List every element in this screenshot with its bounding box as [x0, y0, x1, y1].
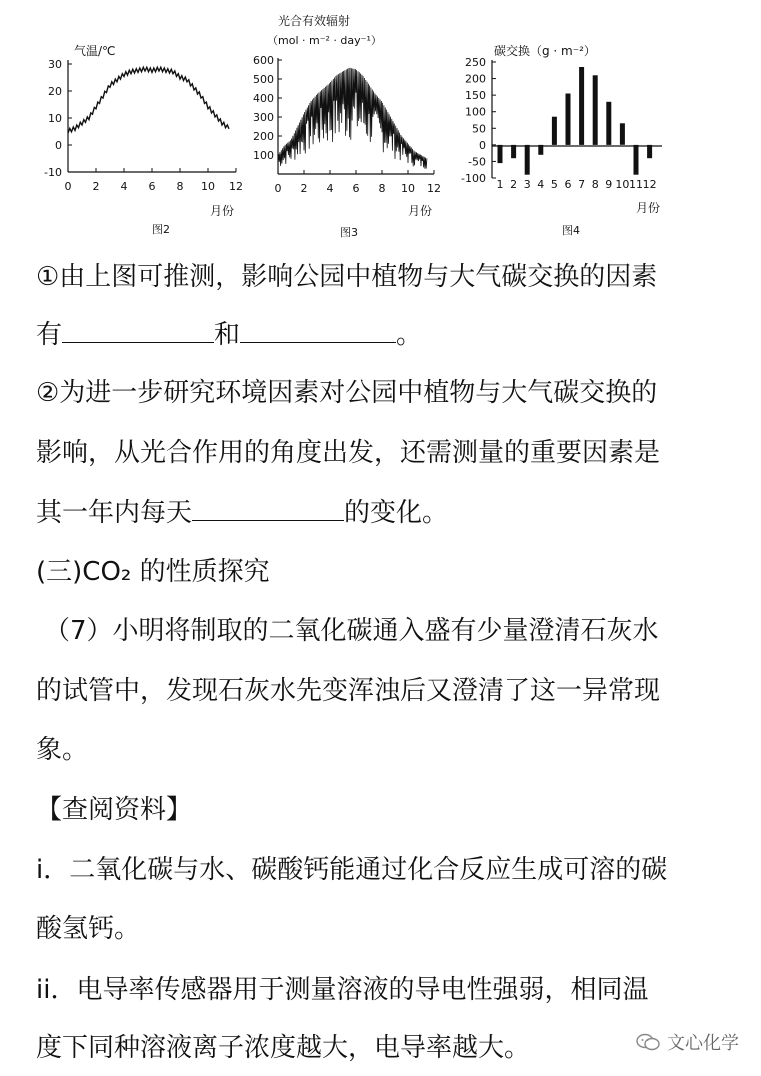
- fig4-xtick-label: 1: [496, 178, 504, 191]
- fig2-ylabel: 气温/℃: [74, 44, 116, 58]
- fig4-bar: [647, 145, 652, 158]
- fig4-ylabel: 碳交换（g · m⁻²）: [494, 44, 596, 58]
- fig4-bar: [579, 67, 584, 145]
- fig3-ylabel-unit: （mol · m⁻² · day⁻¹）: [267, 34, 382, 47]
- watermark-text: 文心化学: [667, 1033, 739, 1054]
- watermark: [635, 1029, 739, 1055]
- fig3-xtick-label: 12: [427, 182, 441, 195]
- fig2-xtick-label: 12: [229, 180, 243, 193]
- fig4-bar: [498, 145, 503, 163]
- fig4-bar: [511, 145, 516, 158]
- fig4-ytick-label: -100: [461, 172, 486, 185]
- q-line-2-start: 有: [36, 320, 63, 350]
- fig3-ytick-label: 400: [253, 92, 274, 105]
- fig4-xtick-label: 11: [629, 178, 643, 191]
- fig3-ytick-label: 300: [253, 111, 274, 124]
- fig4-bar: [620, 123, 625, 145]
- q7-line-3: 象。: [36, 735, 89, 765]
- fig2-xtick-label: 4: [120, 180, 128, 193]
- q-line-4: 影响，从光合作用的角度出发，还需测量的重要因素是: [36, 438, 661, 468]
- fig3-caption: 图3: [340, 226, 358, 239]
- fig3-ytick-label: 200: [253, 130, 274, 143]
- fig3-radiation-line: [278, 68, 427, 169]
- fig3-ytick-label: 100: [253, 149, 274, 162]
- fig4-xtick-label: 6: [564, 178, 572, 191]
- fig2-xtick-label: 8: [176, 180, 184, 193]
- fig4-bar: [538, 145, 543, 155]
- q-line-2-end: 。: [396, 320, 423, 350]
- fig4-xtick-label: 2: [510, 178, 518, 191]
- q-line-2-mid: 和: [214, 320, 241, 350]
- fig3-ytick-label: 500: [253, 73, 274, 86]
- section-heading: (三)CO₂ 的性质探究: [36, 557, 270, 587]
- reference-ii-line-2: 度下同种溶液离子浓度越大，电导率越大。: [36, 1033, 531, 1063]
- q-line-5: [36, 498, 736, 528]
- fig4-bar: [552, 117, 557, 145]
- fig4-xtick-label: 10: [615, 178, 630, 191]
- fig3-ylabel: 光合有效辐射: [278, 14, 351, 28]
- fig4-bar: [593, 75, 598, 145]
- fig2-xlabel: 月份: [210, 204, 235, 218]
- fig4-bar: [566, 94, 571, 145]
- fig4-xlabel: 月份: [636, 201, 661, 215]
- fig3-xtick-label: 2: [300, 182, 308, 195]
- fig4-xtick-label: 8: [591, 178, 599, 191]
- q-line-5-start: 其一年内每天: [36, 498, 193, 528]
- fig2-xtick-label: 6: [148, 180, 156, 193]
- fig2-xtick-label: 0: [64, 180, 72, 193]
- fig2-ytick-label: 20: [48, 85, 62, 98]
- fig4-xtick-label: 9: [605, 178, 613, 191]
- reference-i-line-1: i．二氧化碳与水、碳酸钙能通过化合反应生成可溶的碳: [36, 855, 668, 885]
- fig4-ytick-label: 150: [465, 89, 486, 103]
- fig3-xtick-label: 8: [378, 182, 386, 195]
- fig3-xtick-label: 10: [401, 182, 415, 195]
- fig3-xlabel: 月份: [408, 204, 433, 218]
- reference-i-line-2: 酸氢钙。: [36, 914, 141, 944]
- fig4-xtick-label: 5: [550, 178, 558, 191]
- wechat-icon: [635, 1032, 661, 1052]
- fig4-ytick-label: 100: [465, 105, 486, 119]
- fig2-temperature-line: [68, 67, 229, 133]
- fig4-bar: [606, 102, 611, 145]
- answer-blank-1[interactable]: [62, 320, 214, 343]
- fig4-xtick-label: 7: [578, 178, 586, 191]
- fig2-ytick-label: 10: [48, 112, 62, 125]
- q-line-1: ①由上图可推测，影响公园中植物与大气碳交换的因素: [36, 262, 658, 292]
- chart-fig2: [44, 43, 243, 236]
- fig4-ytick-label: -50: [468, 155, 486, 169]
- fig4-xtick-label: 4: [537, 178, 545, 191]
- fig4-ytick-label: 250: [465, 56, 486, 69]
- chart-fig4: [461, 43, 662, 237]
- chart-fig3: [253, 13, 441, 239]
- fig2-xtick-label: 2: [92, 180, 100, 193]
- fig2-caption: 图2: [152, 223, 170, 236]
- q-line-2: [36, 320, 736, 350]
- fig2-ytick-label: 0: [55, 139, 62, 152]
- q7-line-2: 的试管中，发现石灰水先变浑浊后又澄清了这一异常现: [36, 676, 661, 706]
- answer-blank-3[interactable]: [192, 498, 344, 521]
- figures-panel: [0, 0, 761, 250]
- reference-ii-line-1: ii．电导率传感器用于测量溶液的导电性强弱，相同温: [36, 975, 649, 1005]
- fig4-ytick-label: 200: [465, 72, 486, 86]
- fig4-ytick-label: 50: [472, 122, 486, 136]
- fig2-ytick-label: -10: [44, 166, 62, 179]
- fig2-ytick-label: 30: [48, 58, 62, 71]
- q-line-3: ②为进一步研究环境因素对公园中植物与大气碳交换的: [36, 378, 658, 408]
- fig3-xtick-label: 6: [352, 182, 360, 195]
- fig3-xtick-label: 4: [326, 182, 334, 195]
- fig4-caption: 图4: [562, 224, 580, 237]
- fig3-ytick-label: 600: [253, 54, 274, 67]
- q-line-5-end: 的变化。: [344, 498, 449, 528]
- fig4-xtick-label: 3: [523, 178, 531, 191]
- answer-blank-2[interactable]: [240, 320, 396, 343]
- q7-line-1: （7）小明将制取的二氧化碳通入盛有少量澄清石灰水: [44, 616, 659, 646]
- fig3-xtick-label: 0: [274, 182, 282, 195]
- fig2-xtick-label: 10: [201, 180, 215, 193]
- fig4-bar: [525, 145, 530, 175]
- reference-title: 【查阅资料】: [36, 795, 193, 825]
- fig4-bar: [634, 145, 639, 175]
- fig4-ytick-label: 0: [479, 138, 486, 152]
- fig4-xtick-label: 12: [642, 178, 657, 191]
